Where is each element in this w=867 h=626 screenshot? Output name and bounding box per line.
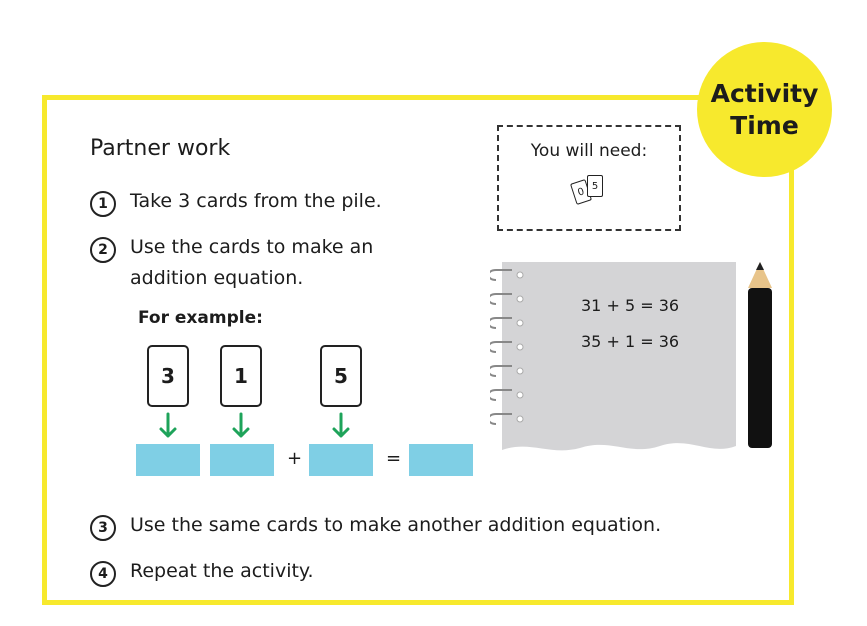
- answer-box: [309, 444, 373, 476]
- step-text: Repeat the activity.: [130, 560, 314, 582]
- down-arrow-icon: [231, 412, 251, 440]
- down-arrow-icon: [331, 412, 351, 440]
- step-text-line: Use the cards to make an: [130, 236, 374, 258]
- answer-box: [136, 444, 200, 476]
- example-label: For example:: [138, 308, 263, 328]
- step-number: 2: [90, 237, 116, 263]
- answer-box: [409, 444, 473, 476]
- number-card: 5: [320, 345, 362, 407]
- badge-line-1: Activity: [710, 78, 819, 108]
- step-number: 1: [90, 191, 116, 217]
- step-text-line: addition equation.: [130, 267, 304, 289]
- step-text: [130, 232, 373, 294]
- step-number: 3: [90, 515, 116, 541]
- partner-work-heading: Partner work: [90, 136, 231, 161]
- step-text: Use the same cards to make another addition equation.: [130, 514, 662, 536]
- badge-line-2: Time: [730, 110, 799, 140]
- step-3: [90, 514, 661, 541]
- card-icon: 5: [587, 175, 603, 197]
- notepad-equation: 31 + 5 = 36: [581, 296, 680, 315]
- answer-box: [210, 444, 274, 476]
- notepad-equation: 35 + 1 = 36: [581, 332, 680, 351]
- number-card: 1: [220, 345, 262, 407]
- step-1: [90, 190, 382, 217]
- equals-sign: =: [386, 448, 402, 469]
- step-4: [90, 560, 314, 587]
- step-2: [90, 236, 373, 294]
- pencil-icon: [745, 258, 775, 450]
- number-card: 3: [147, 345, 189, 407]
- down-arrow-icon: [158, 412, 178, 440]
- activity-time-badge: [697, 42, 832, 177]
- plus-sign: +: [287, 448, 303, 469]
- step-number: 4: [90, 561, 116, 587]
- you-will-need-box: [497, 125, 681, 231]
- card-icon: 0: [570, 179, 592, 205]
- step-text: Take 3 cards from the pile.: [130, 190, 382, 212]
- you-will-need-label: You will need:: [530, 141, 648, 161]
- notepad: [490, 258, 736, 458]
